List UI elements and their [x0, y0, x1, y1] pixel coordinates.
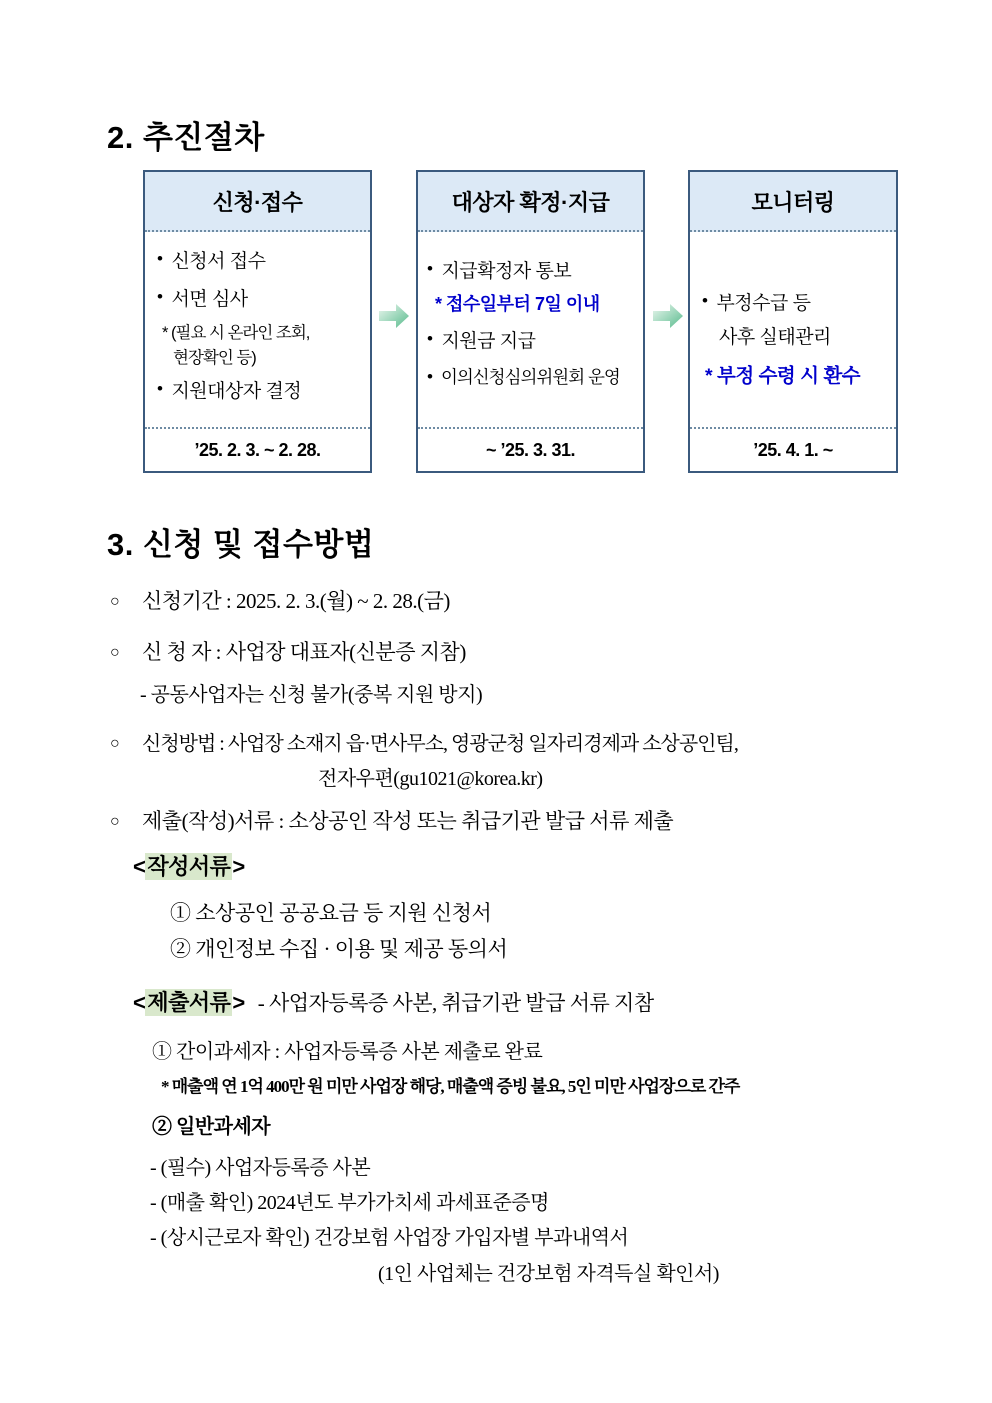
- flow-step-item: [157, 284, 364, 311]
- flow-step-note: 현장확인 등): [173, 349, 256, 367]
- write-docs-label: 작성서류: [147, 854, 231, 879]
- circle-marker-icon: ○: [110, 644, 120, 661]
- arrow-right-icon: [651, 300, 685, 332]
- submit-docs-item-general-taxpayer: ② 일반과세자: [152, 1116, 271, 1138]
- row-applicant: [110, 636, 466, 666]
- submit-docs-heading: [133, 986, 654, 1017]
- submit-docs-sub-insurance-continued: (1인 사업체는 건강보험 자격득실 확인서): [378, 1263, 719, 1285]
- flow-box-application-body: [145, 232, 370, 427]
- circle-marker-icon: ○: [110, 593, 120, 610]
- flow-step-text: 이의신청심의위원회 운영: [440, 367, 620, 387]
- row-application-method: [110, 727, 738, 756]
- flow-box-monitoring-body: [690, 232, 896, 427]
- submit-docs-item-simplified-taxpayer: ① 간이과세자 : 사업자등록증 사본 제출로 완료: [152, 1041, 543, 1063]
- submit-docs-simplified-note: * 매출액 연 1억 400만 원 미만 사업장 해당, 매출액 증빙 불요, 5인 미만 사업장으로 간주: [161, 1077, 740, 1096]
- bracket-open: <: [133, 990, 146, 1015]
- row-text: 신 청 자 : 사업장 대표자(신분증 지참): [142, 640, 466, 664]
- bullet-icon: •: [157, 249, 163, 268]
- flow-box-application-period: ’25. 2. 3. ~ 2. 28.: [145, 427, 370, 471]
- write-docs-item1: ① 소상공인 공공요금 등 지원 신청서: [170, 901, 492, 925]
- row-text: 신청방법 : 사업장 소재지 읍·면사무소, 영광군청 일자리경제과 소상공인팀,: [142, 733, 738, 755]
- flow-step-item: [427, 364, 637, 389]
- bullet-icon: •: [427, 329, 433, 348]
- flow-step-text: 부정수급 등: [716, 293, 811, 314]
- section2-heading: 2. 추진절차: [107, 120, 265, 155]
- circle-marker-icon: ○: [110, 735, 119, 752]
- bracket-close: >: [232, 854, 245, 879]
- flow-step-note: * (필요 시 온라인 조회,: [162, 324, 310, 342]
- submit-docs-sub-sales-proof: - (매출 확인) 2024년도 부가가치세 과세표준증명: [150, 1192, 549, 1214]
- flow-box-confirmation-period: ~ ’25. 3. 31.: [418, 427, 643, 471]
- write-docs-heading: [133, 850, 245, 881]
- row-application-method-email: 전자우편(gu1021@korea.kr): [318, 768, 543, 790]
- flow-box-confirmation-header: 대상자 확정·지급: [418, 172, 643, 232]
- bullet-icon: •: [702, 291, 708, 310]
- section3-heading: 3. 신청 및 접수방법: [107, 527, 375, 562]
- flow-step-text-continued: 사후 실태관리: [719, 327, 831, 348]
- flow-step-text: 지급확정자 통보: [441, 261, 572, 282]
- flow-step-item: [157, 246, 364, 273]
- flow-box-monitoring-period: ’25. 4. 1. ~: [690, 427, 896, 471]
- write-docs-item2: ② 개인정보 수집 · 이용 및 제공 동의서: [170, 937, 508, 961]
- submit-docs-sub-insurance: - (상시근로자 확인) 건강보험 사업장 가입자별 부과내역서: [150, 1227, 629, 1249]
- flow-box-application-header: 신청·접수: [145, 172, 370, 232]
- bullet-icon: •: [157, 379, 163, 398]
- flow-step-item: [702, 288, 890, 315]
- flow-box-application: [143, 170, 372, 473]
- flow-box-monitoring-header: 모니터링: [690, 172, 896, 232]
- flow-step-text: 신청서 접수: [171, 251, 266, 272]
- bullet-icon: •: [427, 367, 432, 386]
- bullet-icon: •: [427, 259, 433, 278]
- submit-docs-sub-required: - (필수) 사업자등록증 사본: [150, 1157, 371, 1179]
- bullet-icon: •: [157, 287, 163, 306]
- flow-box-confirmation-body: [418, 232, 643, 427]
- row-required-documents: [110, 805, 673, 835]
- circle-marker-icon: ○: [110, 813, 120, 830]
- flow-step-item: [427, 326, 637, 353]
- flow-step-text: 서면 심사: [171, 289, 248, 310]
- row-application-period: [110, 585, 450, 615]
- flow-box-monitoring: [688, 170, 898, 473]
- row-applicant-subnote: - 공동사업자는 신청 불가(중복 지원 방지): [140, 684, 483, 706]
- flow-step-deadline-note: * 접수일부터 7일 이내: [435, 294, 600, 314]
- flow-step-warning-note: * 부정 수령 시 환수: [705, 365, 861, 387]
- row-text: 제출(작성)서류 : 소상공인 작성 또는 취급기관 발급 서류 제출: [142, 809, 674, 833]
- bracket-open: <: [133, 854, 146, 879]
- flow-step-text: 지원금 지급: [441, 331, 536, 352]
- arrow-right-icon: [377, 300, 411, 332]
- flow-step-item: [157, 376, 364, 403]
- row-text: 신청기간 : 2025. 2. 3.(월) ~ 2. 28.(금): [142, 589, 450, 613]
- flow-step-text: 지원대상자 결정: [171, 381, 302, 402]
- flow-box-confirmation: [416, 170, 645, 473]
- flow-step-item: [427, 256, 637, 283]
- submit-docs-label: 제출서류: [147, 990, 231, 1015]
- submit-docs-suffix: - 사업자등록증 사본, 취급기관 발급 서류 지참: [257, 991, 654, 1015]
- bracket-close: >: [232, 990, 245, 1015]
